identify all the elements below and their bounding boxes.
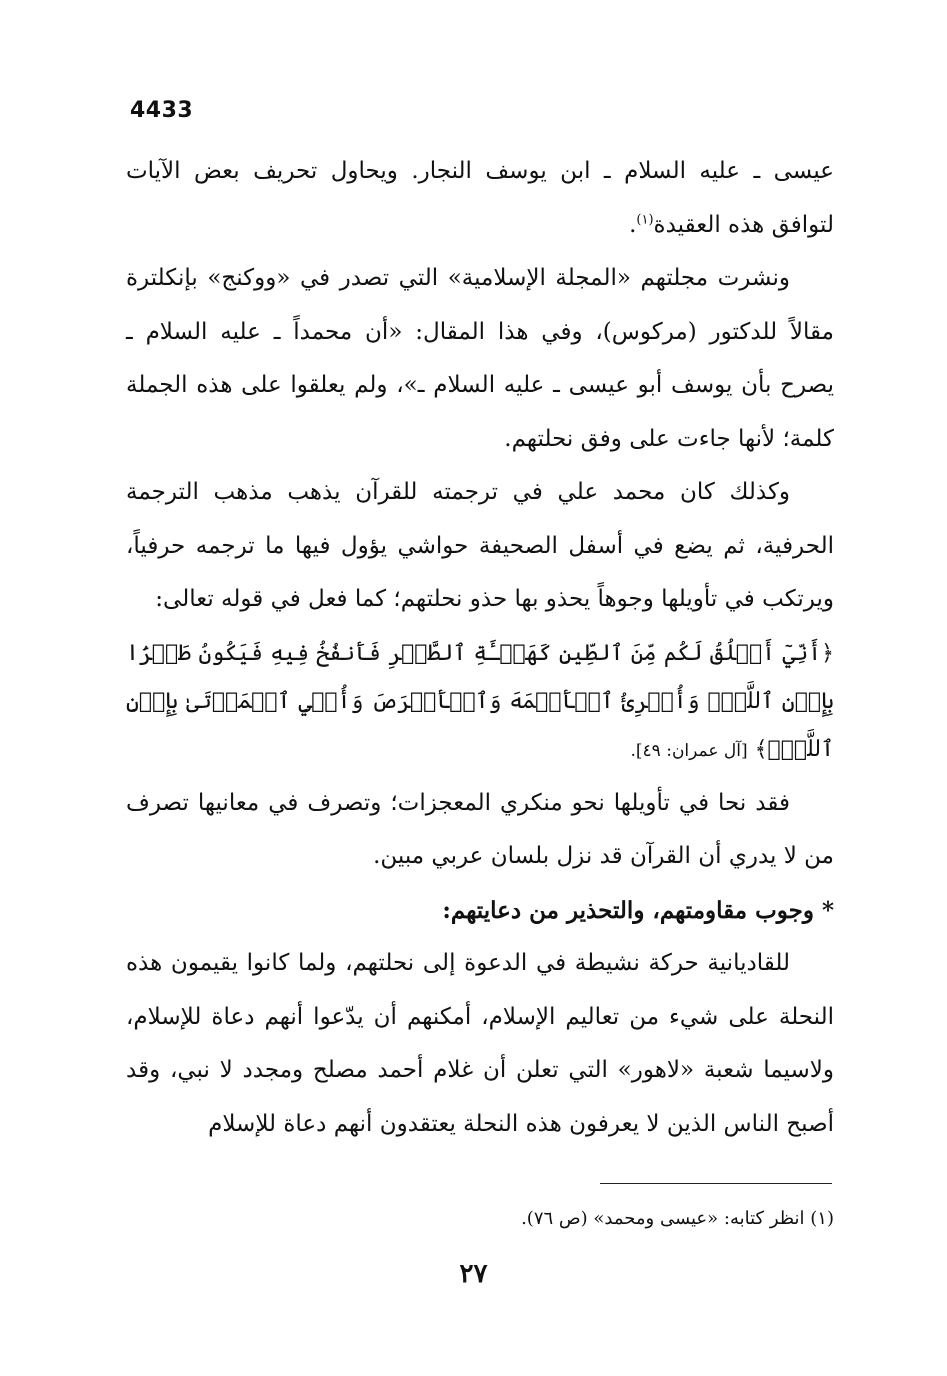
scan-page-number: 4433: [130, 98, 194, 123]
paragraph-3: وكذلك كان محمد علي في ترجمته للقرآن يذهب مذهب الترجمة الحرفية، ثم يضع في أسفل الصحيفة حواشي يؤول فيها ما ترجمه حرفياً، ويرتكب في تأويلها وجوهاً يحذو بها حذو نحلتهم؛ كما فعل في قوله تعالى:: [126, 479, 834, 612]
page-number: ٢٧: [459, 1259, 488, 1289]
paragraph-1-end: .: [629, 211, 637, 238]
footnote: (١) انظر كتابه: «عيسى ومحمد» (ص ٧٦).: [521, 1208, 834, 1229]
main-text: [126, 145, 834, 1151]
section-heading: * وجوب مقاومتهم، والتحذير من دعايتهم:: [442, 896, 834, 924]
quran-verse: [126, 627, 834, 777]
footnote-divider: [600, 1183, 832, 1184]
paragraph-1-text: عيسى ـ عليه السلام ـ ابن يوسف النجار. ويحاول تحريف بعض الآيات لتوافق هذه العقيدة: [126, 158, 834, 238]
quran-reference: [آل عمران: ٤٩].: [630, 740, 748, 761]
paragraph-2: ونشرت مجلتهم «المجلة الإسلامية» التي تصدر في «ووكنج» بإنكلترة مقالاً للدكتور (مركوس)، وفي هذا المقال: «أن محمداً ـ عليه السلام ـ يصرح بأن يوسف أبو عيسى ـ عليه السلام ـ»، ولم يعلقوا على هذه الجملة كلمة؛ لأنها جاءت على وفق نحلتهم.: [126, 265, 834, 452]
quran-verse-text: ﴿أَنِّيٓ أَخۡلُقُ لَكُم مِّنَ ٱلطِّينِ كَهَيۡـَٔةِ ٱلطَّيۡرِ فَأَنفُخُ فِيهِ فَيَكُونُ طَيۡرَۢا بِإِذۡنِ ٱللَّهِۖ وَأُبۡرِئُ ٱلۡأَكۡمَهَ وَٱلۡأَبۡرَصَ وَأُحۡيِ ٱلۡمَوۡتَىٰ بِإِذۡنِ ٱللَّهِۖ﴾: [126, 640, 834, 762]
paragraph-1: [126, 145, 834, 252]
footnote-marker: (١): [636, 211, 654, 227]
paragraph-4: فقد نحا في تأويلها نحو منكري المعجزات؛ وتصرف في معانيها تصرف من لا يدري أن القرآن قد نزل بلسان عربي مبين.: [126, 789, 834, 869]
paragraph-5: للقاديانية حركة نشيطة في الدعوة إلى نحلتهم، ولما كانوا يقيمون هذه النحلة على شيء من تعاليم الإسلام، أمكنهم أن يدّعوا أنهم دعاة للإسلام، ولاسيما شعبة «لاهور» التي تعلن أن غلام أحمد مصلح ومجدد لا نبي، وقد أصبح الناس الذين لا يعرفون هذه النحلة يعتقدون أنهم دعاة للإسلام: [126, 950, 834, 1137]
